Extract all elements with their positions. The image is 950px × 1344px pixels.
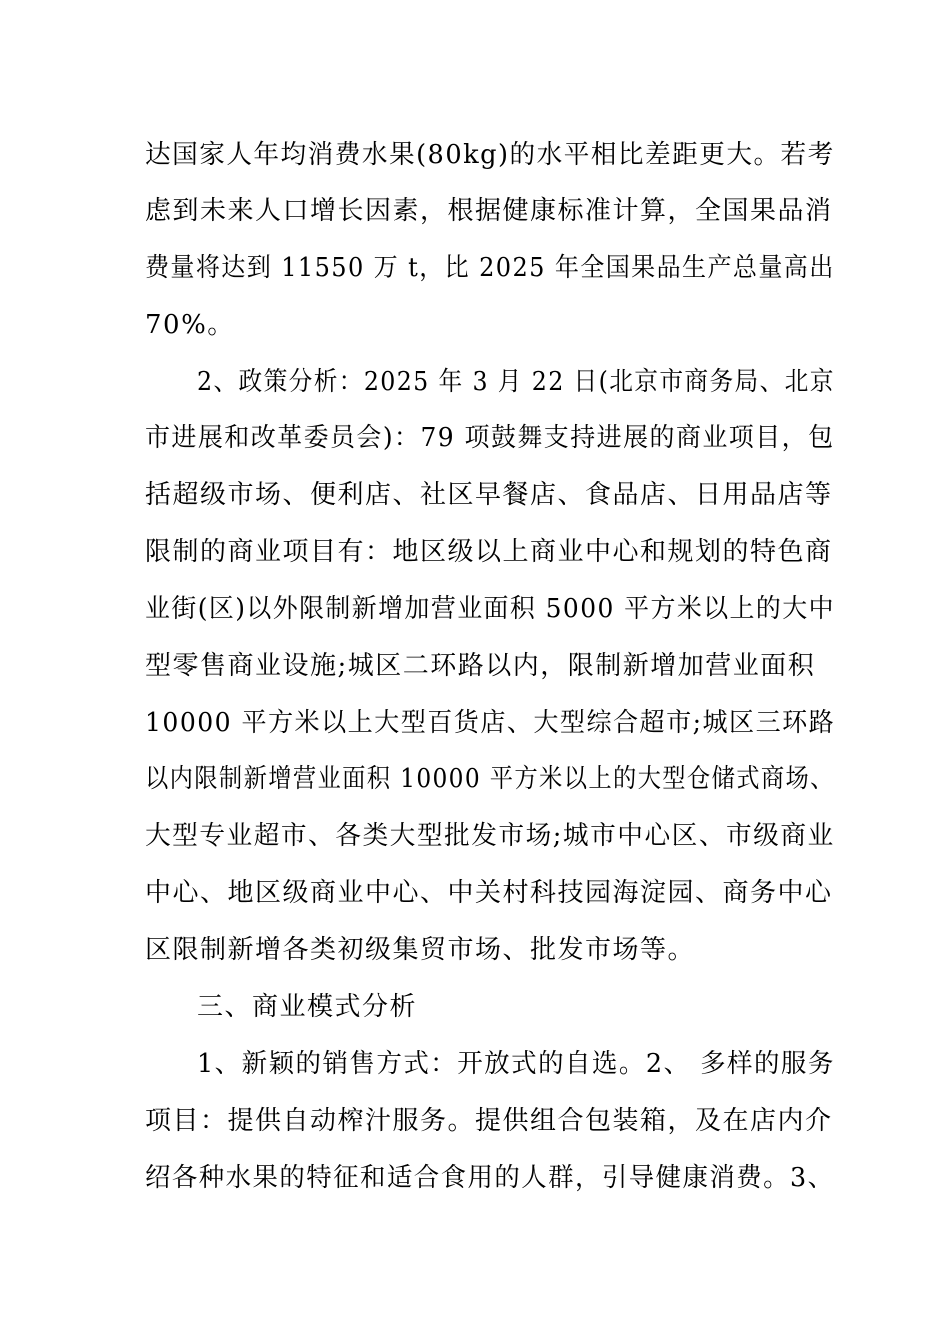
body-text-line: 虑到未来人口增长因素，根据健康标准计算，全国果品消 (145, 196, 833, 226)
body-text-line: 以内限制新增营业面积 10000 平方米以上的大型仓储式商场、 (145, 764, 835, 794)
body-text-line: 括超级市场、便利店、社区早餐店、食品店、日用品店等 (145, 480, 833, 510)
body-text-line: 10000 平方米以上大型百货店、大型综合超市;城区三环路 (145, 708, 836, 738)
body-text-line: 限制的商业项目有：地区级以上商业中心和规划的特色商 (145, 537, 833, 567)
body-text-line: 区限制新增各类初级集贸市场、批发市场等。 (145, 935, 696, 965)
body-text-line: 中心、地区级商业中心、中关村科技园海淀园、商务中心 (145, 878, 833, 908)
body-text-line: 达国家人年均消费水果(80kg)的水平相比差距更大。若考 (145, 140, 835, 170)
section-heading: 三、商业模式分析 (197, 992, 418, 1022)
body-text-line: 市进展和改革委员会)：79 项鼓舞支持进展的商业项目，包 (145, 423, 835, 453)
body-text-line: 项目：提供自动榨汁服务。提供组合包装箱，及在店内介 (145, 1106, 833, 1136)
body-text-line: 业街(区)以外限制新增加营业面积 5000 平方米以上的大中 (145, 594, 835, 624)
paragraph-first-line: 1、新颖的销售方式：开放式的自选。2、 多样的服务 (197, 1049, 835, 1079)
paragraph-first-line: 2、政策分析：2025 年 3 月 22 日(北京市商务局、北京 (197, 367, 835, 397)
body-text-line: 绍各种水果的特征和适合食用的人群，引导健康消费。3、 (145, 1163, 835, 1193)
body-text-line: 费量将达到 11550 万 t，比 2025 年全国果品生产总量高出 (145, 253, 835, 283)
body-text-line: 70%。 (145, 310, 235, 340)
body-text-line: 型零售商业设施;城区二环路以内，限制新增加营业面积 (145, 651, 816, 681)
body-text-line: 大型专业超市、各类大型批发市场;城市中心区、市级商业 (145, 821, 835, 851)
